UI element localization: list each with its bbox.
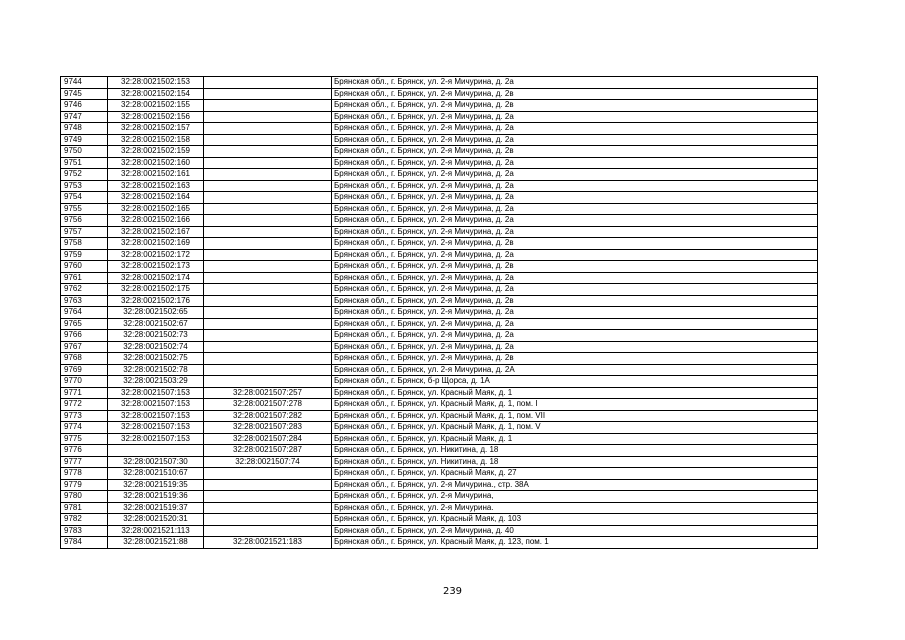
linked-cadastral-cell xyxy=(204,261,332,273)
linked-cadastral-cell xyxy=(204,134,332,146)
cadastral-number-cell: 32:28:0021521:88 xyxy=(108,537,204,549)
linked-cadastral-cell xyxy=(204,157,332,169)
table-row xyxy=(61,433,818,445)
linked-cadastral-cell xyxy=(204,284,332,296)
cadastral-number-cell: 32:28:0021502:166 xyxy=(108,215,204,227)
table-row xyxy=(61,146,818,158)
cadastral-number-cell: 32:28:0021502:165 xyxy=(108,203,204,215)
linked-cadastral-cell xyxy=(204,203,332,215)
property-table xyxy=(60,76,818,549)
address-cell: Брянская обл., г. Брянск, ул. 2-я Мичурина, д. 2а xyxy=(332,318,818,330)
linked-cadastral-cell xyxy=(204,249,332,261)
address-cell: Брянская обл., г. Брянск, ул. Красный Маяк, д. 1, пом. I xyxy=(332,399,818,411)
linked-cadastral-cell xyxy=(204,330,332,342)
address-cell: Брянская обл., г. Брянск, ул. 2-я Мичурина, xyxy=(332,491,818,503)
cadastral-number-cell: 32:28:0021502:78 xyxy=(108,364,204,376)
row-number-cell: 9779 xyxy=(61,479,108,491)
address-cell: Брянская обл., г. Брянск, ул. 2-я Мичурина, д. 2а xyxy=(332,341,818,353)
linked-cadastral-cell xyxy=(204,376,332,388)
row-number-cell: 9765 xyxy=(61,318,108,330)
linked-cadastral-cell: 32:28:0021507:74 xyxy=(204,456,332,468)
row-number-cell: 9777 xyxy=(61,456,108,468)
address-cell: Брянская обл., г. Брянск, ул. 2-я Мичурина, д. 2в xyxy=(332,146,818,158)
cadastral-number-cell: 32:28:0021502:74 xyxy=(108,341,204,353)
table-row xyxy=(61,525,818,537)
cadastral-number-cell: 32:28:0021502:155 xyxy=(108,100,204,112)
cadastral-number-cell: 32:28:0021502:158 xyxy=(108,134,204,146)
address-cell: Брянская обл., г. Брянск, ул. 2-я Мичурина, д. 40 xyxy=(332,525,818,537)
linked-cadastral-cell xyxy=(204,295,332,307)
table-row xyxy=(61,514,818,526)
address-cell: Брянская обл., г. Брянск, ул. 2-я Мичурина. xyxy=(332,502,818,514)
address-cell: Брянская обл., г. Брянск, ул. 2-я Мичурина, д. 2а xyxy=(332,192,818,204)
row-number-cell: 9766 xyxy=(61,330,108,342)
row-number-cell: 9774 xyxy=(61,422,108,434)
address-cell: Брянская обл., г. Брянск, ул. Красный Маяк, д. 1, пом. V xyxy=(332,422,818,434)
linked-cadastral-cell xyxy=(204,180,332,192)
table-row xyxy=(61,445,818,457)
address-cell: Брянская обл., г. Брянск, ул. Красный Маяк, д. 1 xyxy=(332,433,818,445)
linked-cadastral-cell xyxy=(204,215,332,227)
table-row xyxy=(61,272,818,284)
table-row xyxy=(61,215,818,227)
cadastral-number-cell: 32:28:0021502:176 xyxy=(108,295,204,307)
cadastral-number-cell: 32:28:0021507:153 xyxy=(108,399,204,411)
address-cell: Брянская обл., г. Брянск, ул. 2-я Мичурина, д. 2а xyxy=(332,134,818,146)
cadastral-number-cell: 32:28:0021502:159 xyxy=(108,146,204,158)
table-row xyxy=(61,307,818,319)
table-row xyxy=(61,479,818,491)
row-number-cell: 9764 xyxy=(61,307,108,319)
table-row xyxy=(61,502,818,514)
table-row xyxy=(61,468,818,480)
row-number-cell: 9780 xyxy=(61,491,108,503)
address-cell: Брянская обл., г. Брянск, ул. 2-я Мичурина, д. 2а xyxy=(332,215,818,227)
row-number-cell: 9781 xyxy=(61,502,108,514)
address-cell: Брянская обл., г. Брянск, ул. 2-я Мичурина, д. 2а xyxy=(332,203,818,215)
row-number-cell: 9769 xyxy=(61,364,108,376)
address-cell: Брянская обл., г. Брянск, ул. 2-я Мичурина, д. 2а xyxy=(332,77,818,89)
address-cell: Брянская обл., г. Брянск, ул. 2-я Мичурина, д. 2в xyxy=(332,353,818,365)
cadastral-number-cell: 32:28:0021503:29 xyxy=(108,376,204,388)
address-cell: Брянская обл., г. Брянск, ул. Никитина, д. 18 xyxy=(332,456,818,468)
row-number-cell: 9745 xyxy=(61,88,108,100)
row-number-cell: 9754 xyxy=(61,192,108,204)
address-cell: Брянская обл., г. Брянск, ул. 2-я Мичурина, д. 2а xyxy=(332,249,818,261)
linked-cadastral-cell xyxy=(204,307,332,319)
table-row xyxy=(61,203,818,215)
table-row xyxy=(61,284,818,296)
page-number: 239 xyxy=(442,586,463,597)
address-cell: Брянская обл., г. Брянск, ул. 2-я Мичурина, д. 2в xyxy=(332,100,818,112)
cadastral-number-cell: 32:28:0021520:31 xyxy=(108,514,204,526)
cadastral-number-cell: 32:28:0021521:113 xyxy=(108,525,204,537)
address-cell: Брянская обл., г. Брянск, ул. 2-я Мичурина, д. 2в xyxy=(332,238,818,250)
cadastral-number-cell: 32:28:0021519:35 xyxy=(108,479,204,491)
table-row xyxy=(61,537,818,549)
address-cell: Брянская обл., г. Брянск, ул. Красный Маяк, д. 103 xyxy=(332,514,818,526)
table-row xyxy=(61,157,818,169)
linked-cadastral-cell xyxy=(204,318,332,330)
table-row xyxy=(61,111,818,123)
linked-cadastral-cell xyxy=(204,502,332,514)
linked-cadastral-cell xyxy=(204,146,332,158)
cadastral-number-cell: 32:28:0021502:173 xyxy=(108,261,204,273)
cadastral-number-cell: 32:28:0021507:30 xyxy=(108,456,204,468)
row-number-cell: 9746 xyxy=(61,100,108,112)
table-row xyxy=(61,330,818,342)
row-number-cell: 9772 xyxy=(61,399,108,411)
row-number-cell: 9759 xyxy=(61,249,108,261)
table-row xyxy=(61,376,818,388)
address-cell: Брянская обл., г. Брянск, ул. 2-я Мичурина, д. 2в xyxy=(332,295,818,307)
linked-cadastral-cell xyxy=(204,272,332,284)
table-row xyxy=(61,77,818,89)
row-number-cell: 9773 xyxy=(61,410,108,422)
table-row xyxy=(61,318,818,330)
address-cell: Брянская обл., г. Брянск, ул. Никитина, д. 18 xyxy=(332,445,818,457)
linked-cadastral-cell: 32:28:0021507:287 xyxy=(204,445,332,457)
table-row xyxy=(61,387,818,399)
row-number-cell: 9771 xyxy=(61,387,108,399)
row-number-cell: 9748 xyxy=(61,123,108,135)
address-cell: Брянская обл., г. Брянск, ул. 2-я Мичурина, д. 2а xyxy=(332,157,818,169)
linked-cadastral-cell xyxy=(204,525,332,537)
table-row xyxy=(61,100,818,112)
linked-cadastral-cell xyxy=(204,111,332,123)
row-number-cell: 9750 xyxy=(61,146,108,158)
cadastral-number-cell: 32:28:0021507:153 xyxy=(108,433,204,445)
address-cell: Брянская обл., г. Брянск, ул. Красный Маяк, д. 1 xyxy=(332,387,818,399)
cadastral-number-cell: 32:28:0021519:37 xyxy=(108,502,204,514)
cadastral-number-cell: 32:28:0021502:163 xyxy=(108,180,204,192)
linked-cadastral-cell xyxy=(204,100,332,112)
cadastral-number-cell: 32:28:0021502:156 xyxy=(108,111,204,123)
row-number-cell: 9768 xyxy=(61,353,108,365)
row-number-cell: 9776 xyxy=(61,445,108,457)
row-number-cell: 9763 xyxy=(61,295,108,307)
table-row xyxy=(61,399,818,411)
address-cell: Брянская обл., г. Брянск, ул. 2-я Мичурина., стр. 38А xyxy=(332,479,818,491)
linked-cadastral-cell: 32:28:0021507:284 xyxy=(204,433,332,445)
address-cell: Брянская обл., г. Брянск, ул. Красный Маяк, д. 123, пом. 1 xyxy=(332,537,818,549)
row-number-cell: 9767 xyxy=(61,341,108,353)
row-number-cell: 9753 xyxy=(61,180,108,192)
row-number-cell: 9752 xyxy=(61,169,108,181)
address-cell: Брянская обл., г. Брянск, ул. 2-я Мичурина, д. 2А xyxy=(332,364,818,376)
address-cell: Брянская обл., г. Брянск, ул. 2-я Мичурина, д. 2а xyxy=(332,272,818,284)
row-number-cell: 9761 xyxy=(61,272,108,284)
linked-cadastral-cell xyxy=(204,364,332,376)
table-row xyxy=(61,249,818,261)
address-cell: Брянская обл., г. Брянск, ул. 2-я Мичурина, д. 2а xyxy=(332,169,818,181)
address-cell: Брянская обл., г. Брянск, ул. 2-я Мичурина, д. 2а xyxy=(332,330,818,342)
cadastral-number-cell: 32:28:0021502:172 xyxy=(108,249,204,261)
table-body xyxy=(61,77,818,549)
linked-cadastral-cell: 32:28:0021507:278 xyxy=(204,399,332,411)
linked-cadastral-cell xyxy=(204,353,332,365)
linked-cadastral-cell xyxy=(204,226,332,238)
cadastral-number-cell: 32:28:0021502:67 xyxy=(108,318,204,330)
cadastral-number-cell: 32:28:0021502:169 xyxy=(108,238,204,250)
row-number-cell: 9751 xyxy=(61,157,108,169)
linked-cadastral-cell: 32:28:0021507:257 xyxy=(204,387,332,399)
linked-cadastral-cell xyxy=(204,123,332,135)
table-row xyxy=(61,364,818,376)
table-row xyxy=(61,88,818,100)
table-row xyxy=(61,192,818,204)
cadastral-number-cell: 32:28:0021507:153 xyxy=(108,422,204,434)
linked-cadastral-cell: 32:28:0021507:282 xyxy=(204,410,332,422)
cadastral-number-cell: 32:28:0021502:157 xyxy=(108,123,204,135)
cadastral-number-cell: 32:28:0021502:175 xyxy=(108,284,204,296)
linked-cadastral-cell xyxy=(204,192,332,204)
cadastral-number-cell: 32:28:0021502:73 xyxy=(108,330,204,342)
address-cell: Брянская обл., г. Брянск, ул. 2-я Мичурина, д. 2а xyxy=(332,180,818,192)
linked-cadastral-cell: 32:28:0021521:183 xyxy=(204,537,332,549)
row-number-cell: 9762 xyxy=(61,284,108,296)
cadastral-number-cell: 32:28:0021502:75 xyxy=(108,353,204,365)
table-row xyxy=(61,226,818,238)
row-number-cell: 9778 xyxy=(61,468,108,480)
linked-cadastral-cell xyxy=(204,491,332,503)
table-row xyxy=(61,123,818,135)
cadastral-number-cell: 32:28:0021502:154 xyxy=(108,88,204,100)
table-row xyxy=(61,180,818,192)
cadastral-number-cell xyxy=(108,445,204,457)
address-cell: Брянская обл., г. Брянск, ул. 2-я Мичурина, д. 2а xyxy=(332,307,818,319)
table-row xyxy=(61,410,818,422)
cadastral-number-cell: 32:28:0021510:67 xyxy=(108,468,204,480)
cadastral-number-cell: 32:28:0021502:153 xyxy=(108,77,204,89)
row-number-cell: 9749 xyxy=(61,134,108,146)
row-number-cell: 9775 xyxy=(61,433,108,445)
row-number-cell: 9770 xyxy=(61,376,108,388)
address-cell: Брянская обл., г. Брянск, ул. 2-я Мичурина, д. 2в xyxy=(332,88,818,100)
cadastral-number-cell: 32:28:0021502:167 xyxy=(108,226,204,238)
table-row xyxy=(61,422,818,434)
linked-cadastral-cell xyxy=(204,88,332,100)
row-number-cell: 9784 xyxy=(61,537,108,549)
address-cell: Брянская обл., г. Брянск, ул. 2-я Мичурина, д. 2а xyxy=(332,111,818,123)
linked-cadastral-cell: 32:28:0021507:283 xyxy=(204,422,332,434)
address-cell: Брянская обл., г. Брянск, б-р Щорса, д. 1А xyxy=(332,376,818,388)
address-cell: Брянская обл., г. Брянск, ул. 2-я Мичурина, д. 2а xyxy=(332,226,818,238)
cadastral-number-cell: 32:28:0021502:65 xyxy=(108,307,204,319)
row-number-cell: 9747 xyxy=(61,111,108,123)
table-row xyxy=(61,491,818,503)
cadastral-number-cell: 32:28:0021507:153 xyxy=(108,387,204,399)
cadastral-number-cell: 32:28:0021502:174 xyxy=(108,272,204,284)
row-number-cell: 9757 xyxy=(61,226,108,238)
cadastral-number-cell: 32:28:0021502:161 xyxy=(108,169,204,181)
row-number-cell: 9756 xyxy=(61,215,108,227)
linked-cadastral-cell xyxy=(204,238,332,250)
linked-cadastral-cell xyxy=(204,468,332,480)
row-number-cell: 9744 xyxy=(61,77,108,89)
cadastral-number-cell: 32:28:0021507:153 xyxy=(108,410,204,422)
table-row xyxy=(61,261,818,273)
address-cell: Брянская обл., г. Брянск, ул. 2-я Мичурина, д. 2в xyxy=(332,261,818,273)
row-number-cell: 9758 xyxy=(61,238,108,250)
linked-cadastral-cell xyxy=(204,169,332,181)
address-cell: Брянская обл., г. Брянск, ул. 2-я Мичурина, д. 2а xyxy=(332,123,818,135)
table-row xyxy=(61,353,818,365)
row-number-cell: 9760 xyxy=(61,261,108,273)
row-number-cell: 9755 xyxy=(61,203,108,215)
table-row xyxy=(61,456,818,468)
cadastral-number-cell: 32:28:0021519:36 xyxy=(108,491,204,503)
table-row xyxy=(61,295,818,307)
row-number-cell: 9783 xyxy=(61,525,108,537)
linked-cadastral-cell xyxy=(204,514,332,526)
linked-cadastral-cell xyxy=(204,341,332,353)
row-number-cell: 9782 xyxy=(61,514,108,526)
cadastral-number-cell: 32:28:0021502:160 xyxy=(108,157,204,169)
address-cell: Брянская обл., г. Брянск, ул. Красный Маяк, д. 27 xyxy=(332,468,818,480)
table-row xyxy=(61,169,818,181)
table-row xyxy=(61,238,818,250)
linked-cadastral-cell xyxy=(204,479,332,491)
table-row xyxy=(61,341,818,353)
linked-cadastral-cell xyxy=(204,77,332,89)
cadastral-number-cell: 32:28:0021502:164 xyxy=(108,192,204,204)
address-cell: Брянская обл., г. Брянск, ул. Красный Маяк, д. 1, пом. VII xyxy=(332,410,818,422)
address-cell: Брянская обл., г. Брянск, ул. 2-я Мичурина, д. 2а xyxy=(332,284,818,296)
table-row xyxy=(61,134,818,146)
